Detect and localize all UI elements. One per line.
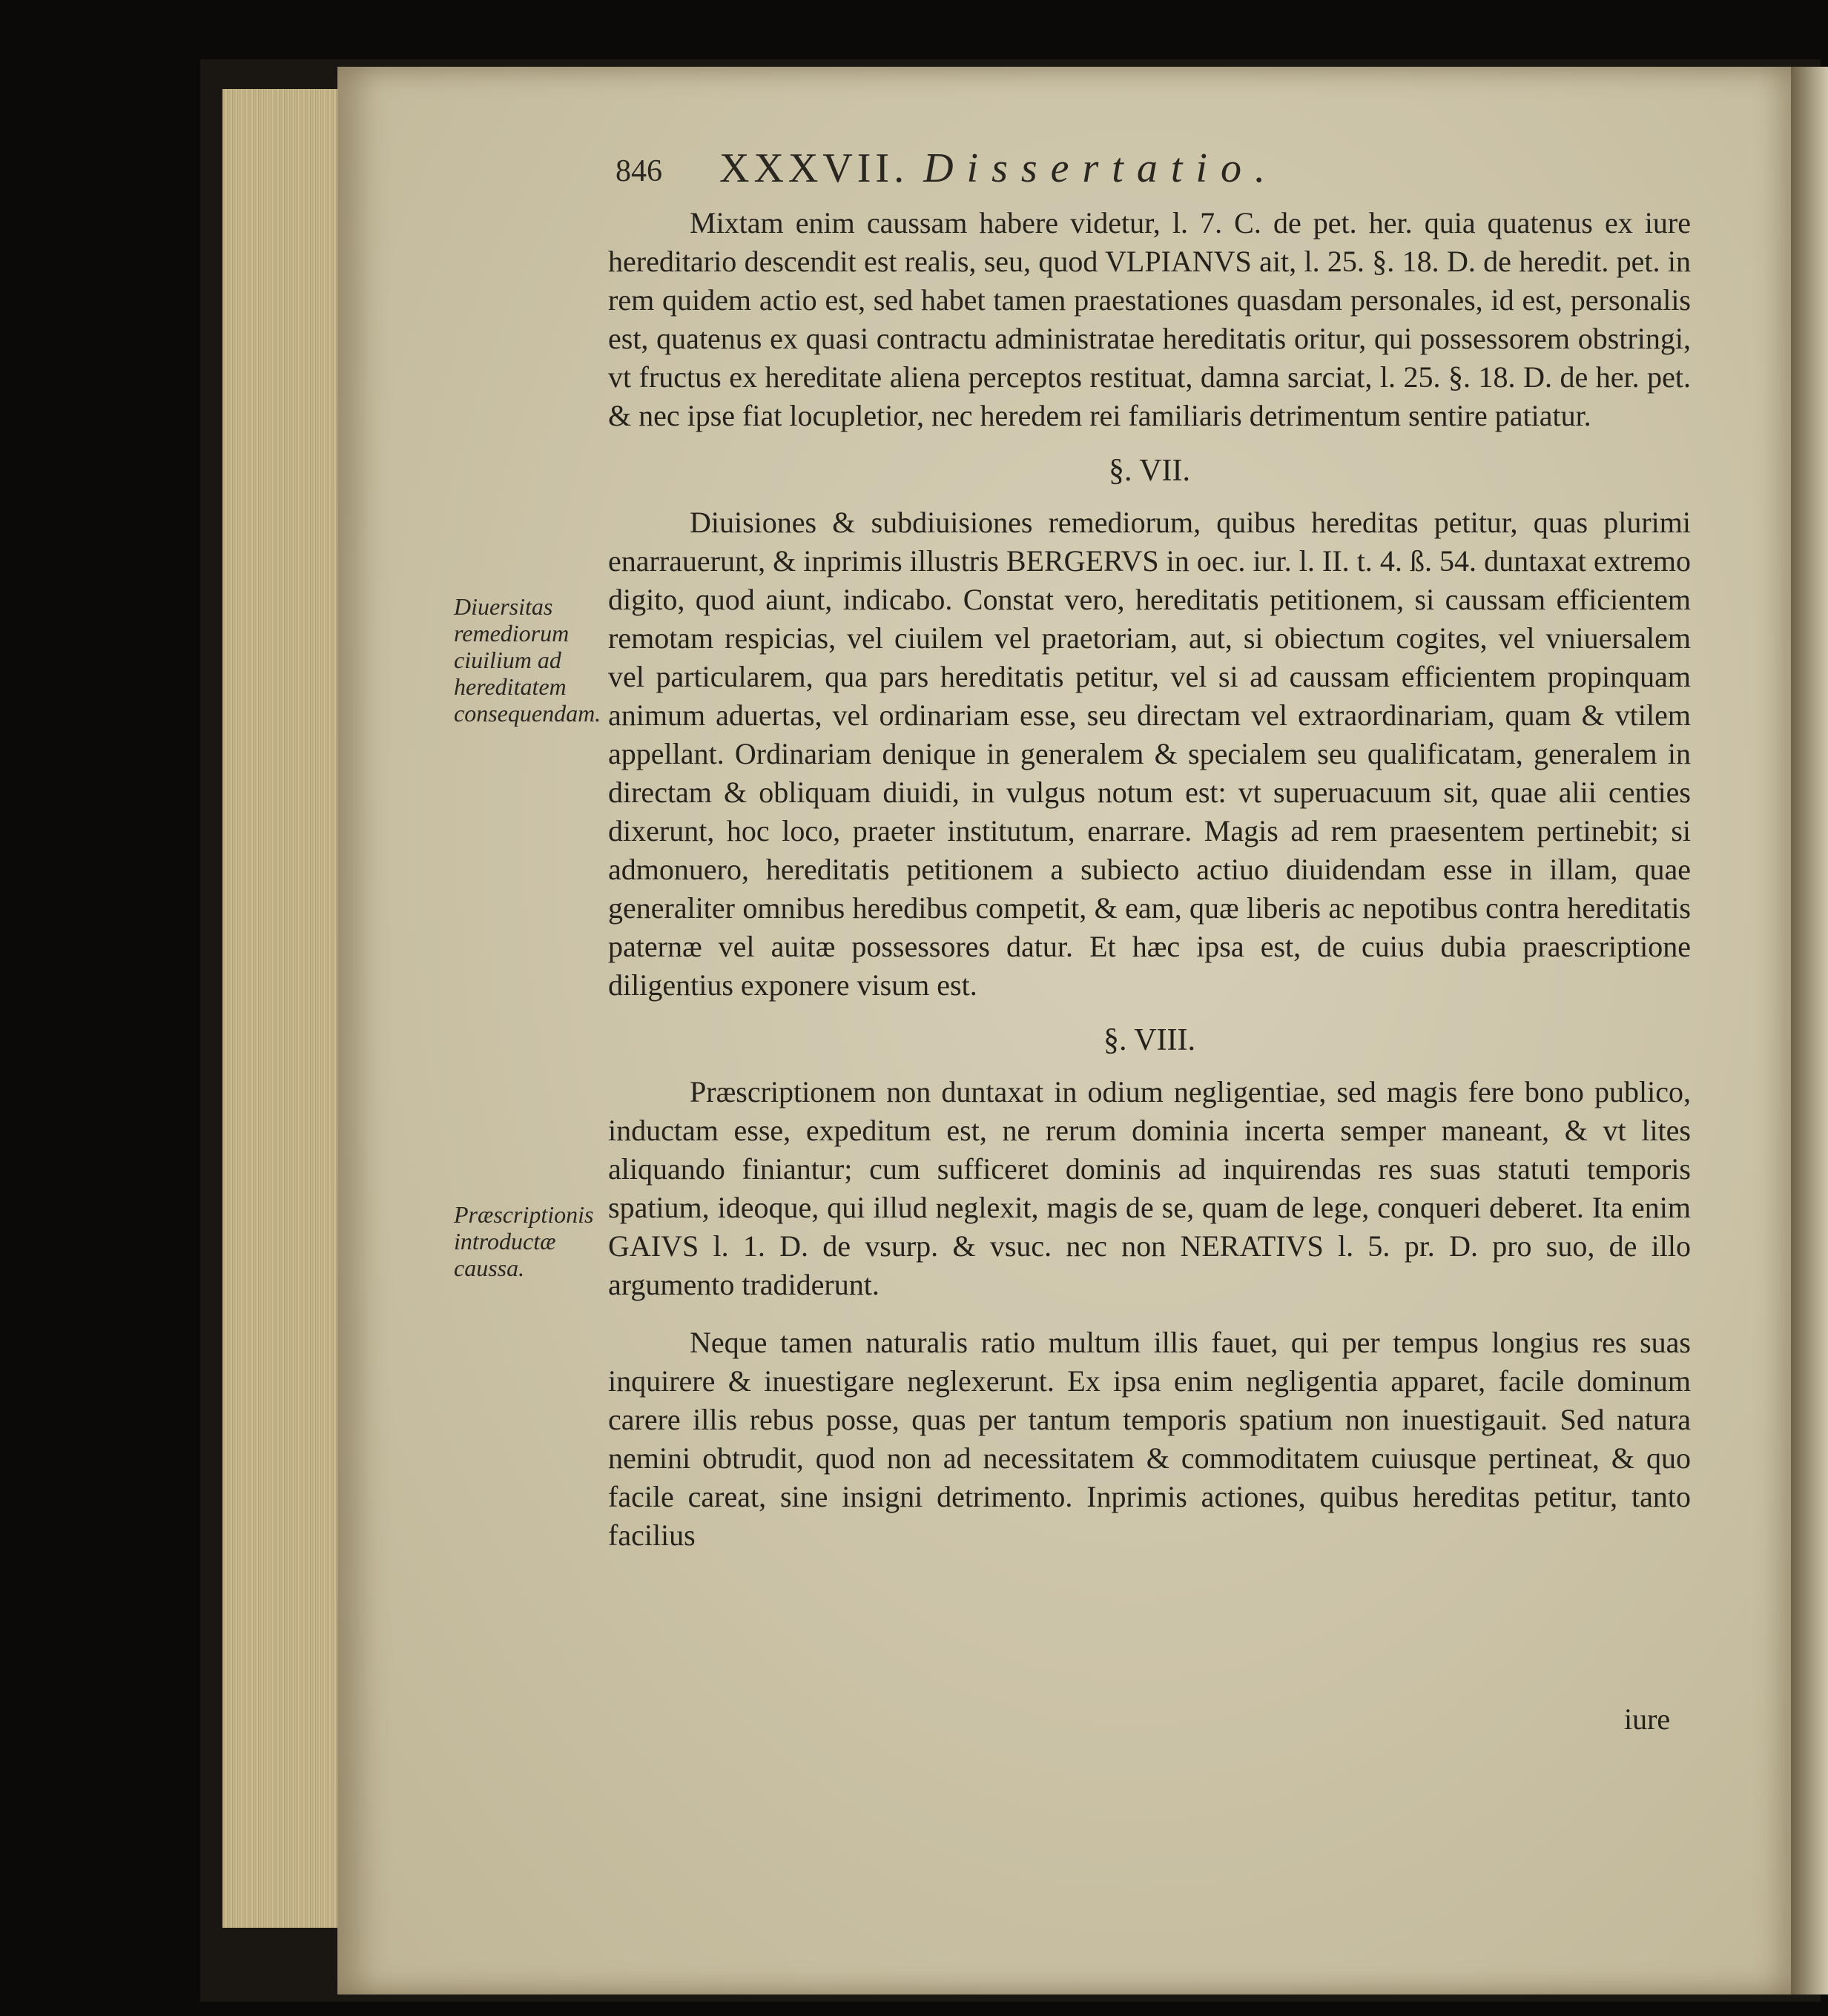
paragraph-diuisiones: Diuisiones & subdiuisiones remediorum, quibus hereditas petitur, quas plurimi enarrauerunt, & inprimis illustris BERGERVS in oec. iur. l. II. t. 4. ß. 54. duntaxat extremo digito, quod aiunt, indicabo. Constat vero, hereditatis petitionem, si caussam efficientem remotam respicias, vel ciuilem vel praetoriam, aut, si obiectum cogites, vel vniuersalem vel particularem, qua pars hereditatis petitur, vel si ad caussam efficientem propinquam animum aduertas, vel ordinariam esse, seu directam vel extraordinariam, quam & vtilem appellant. Ordinariam denique in generalem & specialem seu qualificatam, generalem in directam & obliquam diuidi, in vulgus notum est: vt superuacuum sit, quae alii centies dixerunt, hoc loco, praeter institutum, enarrare. Magis ad rem praesentem pertinebit; si admonuero, hereditatis petitionem a subiecto actiuo diuidendam esse in illam, quae generaliter omnibus heredibus competit, & eam, quæ liberis ac nepotibus contra hereditatis paternæ vel auitæ possessores datur. Et hæc ipsa est, de cuius dubia praescriptione diligentius exponere visum est. <box>608 506 1691 1002</box>
catchword: iure <box>1624 1702 1671 1736</box>
paragraph-neque-tamen: Neque tamen naturalis ratio multum illis fauet, qui per tempus longius res suas inquirere & inuestigare neglexerunt. Ex ipsa enim negligentia apparet, facile dominum carere illis rebus posse, quas per tantum temporis spatium non inuestigauit. Sed natura nemini obtrudit, quod non ad necessitatem & commoditatem cuiusque pertineat, & quo facile careat, sine insigni detrimento. Inprimis actiones, quibus hereditas petitur, tanto facilius <box>608 1326 1691 1552</box>
facing-page-edge <box>1791 67 1828 1994</box>
page-edges <box>222 89 343 1928</box>
paragraph-gap <box>608 1304 1691 1323</box>
margin-note-diuersitas: Diuersitas remediorum ciuilium ad hereditatem consequendam. <box>454 593 601 727</box>
page-header <box>616 145 1505 196</box>
paragraph-praescriptionem: Præscriptionem non duntaxat in odium negligentiae, sed magis fere bono publico, inductam esse, expeditum est, ne rerum dominia incerta semper maneant, & vt lites aliquando finiantur; cum sufficeret dominis ad inquirendas res suas statuti temporis spatium, ideoque, qui illud neglexit, magis de se, quam de lege, conqueri deberet. Ita enim GAIVS l. 1. D. de vsurp. & vsuc. nec non NERATIVS l. 5. pr. D. pro suo, de illo argumento tradiderunt. <box>608 1075 1691 1301</box>
running-head-number: XXXVII. <box>719 145 909 191</box>
main-text <box>608 204 1691 1555</box>
running-head-title: Dissertatio. <box>923 145 1278 191</box>
section-title-viii: §. VIII. <box>1103 1023 1196 1057</box>
margin-note-praescriptionis: Præscriptionis introductæ caussa. <box>454 1201 594 1281</box>
section-title-vii: §. VII. <box>1108 454 1191 488</box>
paragraph-mixtam: Mixtam enim caussam habere videtur, l. 7. C. de pet. her. quia quatenus ex iure hereditario descendit est realis, seu, quod VLPIANVS ait, l. 25. §. 18. D. de heredit. pet. in rem quidem actio est, sed habet tamen praestationes quasdam personales, id est, personalis est, quatenus ex quasi contractu administratae hereditatis oritur, qui possessorem obstringi, vt fructus ex hereditate aliena perceptos restituat, damna sarciat, l. 25. §. 18. D. de her. pet. & nec ipse fiat locupletior, nec heredem rei familiaris detrimentum sentire patiatur. <box>608 206 1691 432</box>
running-head <box>719 145 1278 192</box>
page-number: 846 <box>616 154 662 188</box>
